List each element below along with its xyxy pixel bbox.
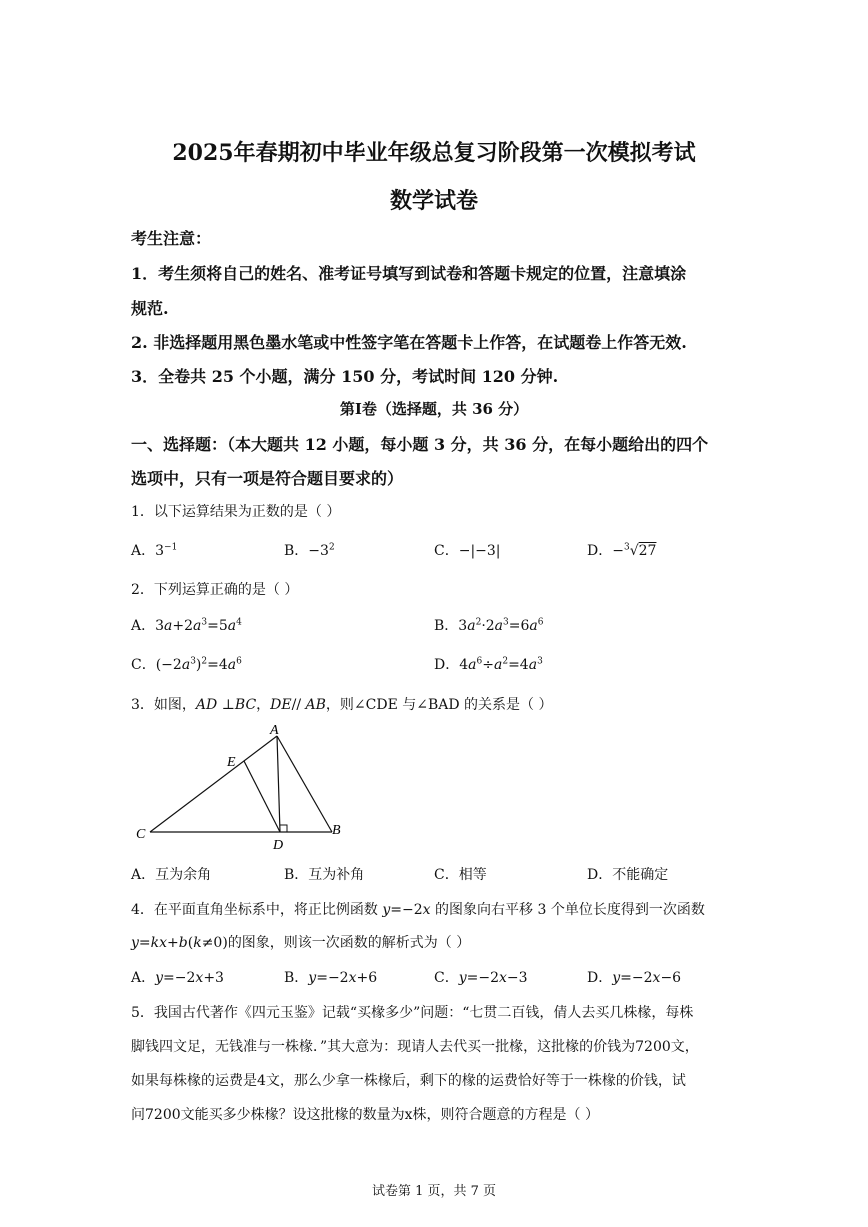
segment-ab (277, 736, 332, 832)
q2-option-b[interactable]: B．$3a^2\cdot 2a^3=6a^6$ (434, 617, 544, 634)
q5-stem-line4: 问7200文能买多少株椽？设这批椽的数量为x株，则符合题意的方程是（ ） (131, 1107, 599, 1123)
right-angle-mark (280, 825, 287, 832)
segment-de (244, 761, 280, 832)
label-a: A (270, 723, 279, 738)
q4-option-d[interactable]: D．y=−2x−6 (587, 970, 682, 986)
notice-item-2: 2. 非选择题用黑色墨水笔或中性签字笔在答题卡上作答，在试题卷上作答无效. (131, 333, 687, 352)
q4-stem-line1: 4．在平面直角坐标系中，将正比例函数 y=−2x 的图象向右平移 3 个单位长度得到一次函数 (131, 902, 705, 918)
q1-option-d[interactable]: D．−$^3$√27 (587, 542, 657, 559)
q2-option-c[interactable]: C．$(-2a^3)^2=4a^6$ (131, 656, 242, 673)
exam-subtitle: 数学试卷 (389, 188, 478, 214)
notice-item-1: 1．考生须将自己的姓名、准考证号填写到试卷和答题卡规定的位置，注意填涂 (131, 264, 687, 283)
q1-option-c[interactable]: C．−|−3| (434, 543, 501, 559)
q3-option-d[interactable]: D．不能确定 (587, 867, 669, 883)
part-heading-cont: 选项中，只有一项是符合题目要求的） (131, 469, 404, 488)
notice-item-3: 3．全卷共 25 个小题，满分 150 分，考试时间 120 分钟. (131, 367, 559, 386)
q1-option-a[interactable]: A．$3^{-1}$ (131, 542, 178, 559)
q4-option-a[interactable]: A．y=−2x+3 (131, 970, 224, 986)
label-e: E (227, 755, 236, 770)
volume-title: 第Ⅰ卷（选择题，共 36 分） (339, 400, 529, 418)
q3-figure (125, 718, 365, 858)
label-d: D (273, 838, 284, 853)
q5-stem-line3: 如果每株椽的运费是4文，那么少拿一株椽后，剩下的椽的运费恰好等于一株椽的价钱，试 (131, 1073, 686, 1089)
q3-stem: 3．如图，AD ⊥BC，DE// AB，则∠CDE 与∠BAD 的关系是（ ） (131, 697, 553, 713)
q3-option-c[interactable]: C．相等 (434, 867, 487, 883)
page-footer: 试卷第 1 页，共 7 页 (371, 1184, 497, 1199)
q2-option-d[interactable]: D．$4a^6\div a^2=4a^3$ (434, 656, 543, 673)
q1-stem: 1．以下运算结果为正数的是（ ） (131, 504, 341, 520)
q5-stem-line1: 5．我国古代著作《四元玉鉴》记载“买椽多少”问题：“七贯二百钱，倩人去买几株椽，每株 (131, 1005, 694, 1021)
q1-option-b[interactable]: B．$-3^2$ (284, 542, 335, 559)
label-c: C (136, 827, 146, 842)
q4-stem-line2: y=kx+b(k≠0)的图象，则该一次函数的解析式为（ ） (131, 935, 471, 951)
q2-stem: 2．下列运算正确的是（ ） (131, 582, 299, 598)
part-heading: 一、选择题：（本大题共 12 小题，每小题 3 分，共 36 分，在每小题给出的四个 (131, 435, 709, 454)
q5-stem-line2: 脚钱四文足，无钱准与一株椽．”其大意为：现请人去代买一批椽，这批椽的价钱为7200文， (131, 1039, 699, 1055)
q4-option-c[interactable]: C．y=−2x−3 (434, 970, 528, 986)
notice-item-1-cont: 规范. (131, 299, 169, 318)
segment-ad (277, 736, 280, 832)
notice-heading: 考生注意： (131, 229, 212, 248)
q2-option-a[interactable]: A．$3a+2a^3=5a^4$ (131, 617, 242, 634)
q4-option-b[interactable]: B．y=−2x+6 (284, 970, 378, 986)
q3-option-b[interactable]: B．互为补角 (284, 867, 365, 883)
exam-title: 2025年春期初中毕业年级总复习阶段第一次模拟考试 (172, 140, 696, 166)
label-b: B (332, 823, 341, 838)
segment-ca (150, 736, 277, 832)
q3-option-a[interactable]: A．互为余角 (131, 867, 212, 883)
